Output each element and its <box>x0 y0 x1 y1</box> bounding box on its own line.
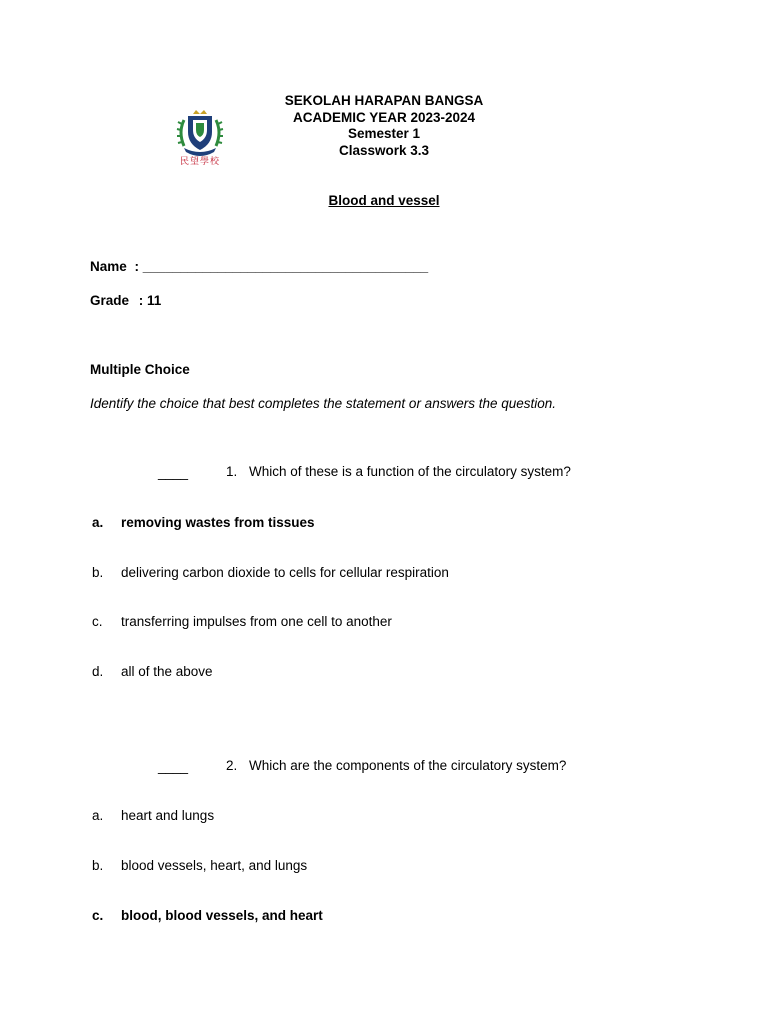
grade-value: : 11 <box>138 293 162 308</box>
name-row <box>90 259 428 274</box>
section-instructions: Identify the choice that best completes the statement or answers the question. <box>90 396 557 411</box>
semester: Semester 1 <box>347 126 421 141</box>
school-logo <box>174 106 226 166</box>
section-heading: Multiple Choice <box>90 362 190 377</box>
answer-blank[interactable]: ____ <box>158 465 189 480</box>
question-text: Which of these is a function of the circulatory system? <box>249 464 571 479</box>
option-text: blood vessels, heart, and lungs <box>121 858 308 873</box>
option-letter: c. <box>92 908 104 923</box>
option-letter: d. <box>92 664 104 679</box>
grade-label: Grade <box>90 293 130 308</box>
option-text: transferring impulses from one cell to another <box>121 614 392 629</box>
option-text: delivering carbon dioxide to cells for cellular respiration <box>121 565 449 580</box>
name-label: Name <box>90 259 127 274</box>
option-letter: a. <box>92 515 104 530</box>
option-text: heart and lungs <box>121 808 215 823</box>
document-header <box>234 93 534 159</box>
option-text: blood, blood vessels, and heart <box>121 908 323 923</box>
question-number: 2. <box>226 758 238 773</box>
worksheet-title: Blood and vessel <box>328 193 440 208</box>
option-letter: b. <box>92 858 104 873</box>
classwork-number: Classwork 3.3 <box>338 142 430 158</box>
name-field[interactable]: : ______________________________________ <box>134 259 429 274</box>
question-text: Which are the components of the circulatory system? <box>249 758 567 773</box>
answer-blank[interactable]: ____ <box>158 759 189 774</box>
option-text: removing wastes from tissues <box>121 515 315 530</box>
logo-caption: 民望學校 <box>179 157 220 167</box>
question-number: 1. <box>226 464 238 479</box>
school-name: SEKOLAH HARAPAN BANGSA <box>284 93 484 108</box>
option-text: all of the above <box>121 664 213 679</box>
option-letter: a. <box>92 808 104 823</box>
grade-row <box>90 293 161 308</box>
option-letter: b. <box>92 565 104 580</box>
academic-year: ACADEMIC YEAR 2023-2024 <box>292 109 476 125</box>
option-letter: c. <box>92 614 103 629</box>
